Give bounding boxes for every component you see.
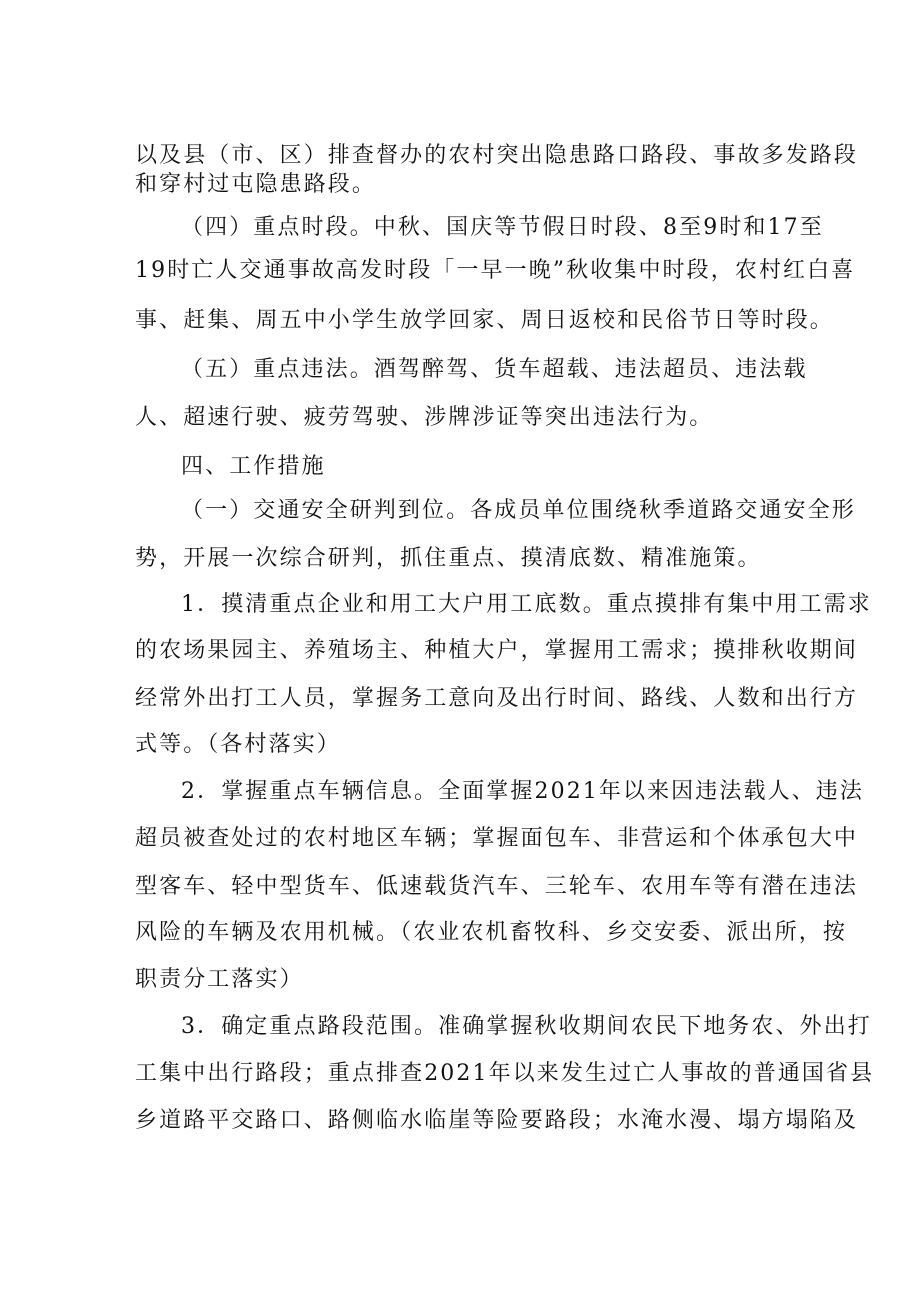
text-line: 超员被查处过的农村地区车辆；掌握面包车、非营运和个体承包大中 bbox=[135, 826, 859, 851]
text-line: 的农场果园主、养殖场主、种植大户，掌握用工需求；摸排秋收期间 bbox=[135, 638, 859, 663]
section-heading: 四、工作措施 bbox=[181, 454, 326, 479]
text-line: 19时亡人交通事故高发时段「一早一晚”秋收集中时段，农村红白喜 bbox=[135, 258, 856, 283]
text-line: 乡道路平交路口、路侧临水临崖等险要路段；水淹水漫、塌方塌陷及 bbox=[135, 1108, 859, 1133]
text-line: （四）重点时段。中秋、国庆等节假日时段、8至9时和17至 bbox=[181, 215, 824, 240]
text-line: （五）重点违法。酒驾醉驾、货车超载、违法超员、违法载 bbox=[181, 357, 808, 382]
text-line: 2．掌握重点车辆信息。全面掌握2021年以来因违法载人、违法 bbox=[181, 779, 864, 804]
text-line: 3．确定重点路段范围。准确掌握秋收期间农民下地务农、外出打 bbox=[181, 1014, 872, 1039]
text-line: （一）交通安全研判到位。各成员单位围绕秋季道路交通安全形 bbox=[181, 498, 856, 523]
text-line: 势，开展一次综合研判，抓住重点、摸清底数、精准施策。 bbox=[135, 546, 762, 571]
text-line: 1．摸清重点企业和用工大户用工底数。重点摸排有集中用工需求 bbox=[181, 592, 872, 617]
text-line: 以及县（市、区）排查督办的农村突出隐患路口路段、事故多发路段 bbox=[135, 143, 859, 168]
text-line: 和穿村过屯隐患路段。 bbox=[135, 172, 377, 197]
text-line: 风险的车辆及农用机械。（农业农机畜牧科、乡交安委、派出所，按 bbox=[135, 920, 848, 945]
text-line: 经常外出打工人员，掌握务工意向及出行时间、路线、人数和出行方 bbox=[135, 686, 859, 711]
text-line: 人、超速行驶、疲劳驾驶、涉牌涉证等突出违法行为。 bbox=[135, 405, 714, 430]
text-line: 型客车、轻中型货车、低速载货汽车、三轮车、农用车等有潜在违法 bbox=[135, 874, 859, 899]
text-line: 事、赶集、周五中小学生放学回家、周日返校和民俗节日等时段。 bbox=[135, 308, 834, 333]
text-line: 式等。（各村落实） bbox=[135, 732, 341, 757]
text-line: 工集中出行路段；重点排查2021年以来发生过亡人事故的普通国省县 bbox=[135, 1061, 875, 1086]
text-line: 职责分工落实） bbox=[135, 967, 304, 992]
